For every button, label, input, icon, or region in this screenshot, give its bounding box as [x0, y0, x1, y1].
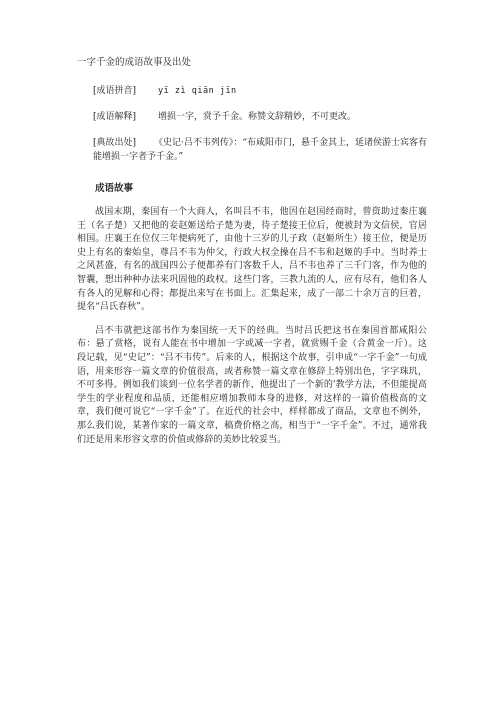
source-value: 《史记·吕不韦列传》：“布咸阳市门，悬千金其上，延诸侯游士宾客有能增损一字者予千金。” [93, 138, 427, 162]
document-page [77, 56, 427, 457]
pinyin-entry [77, 84, 427, 98]
meaning-value: 增损一字，赏予千金。称赞文辞精妙，不可更改。 [158, 112, 357, 122]
pinyin-label: [成语拼音] [93, 86, 137, 96]
source-entry [77, 136, 427, 164]
story-paragraph: 战国末期，秦国有一个大商人，名叫吕不韦，他因在赵国经商时，曾资助过秦庄襄王（名子楚）又把他的妾赵姬送给子楚为妻，待子楚接王位后，便被封为文信侯，官居相国。庄襄王在位仅三年便病死了，由他十三岁的儿子政（赵姬所生）接王位，便是历史上有名的秦始皇，尊吕不韦为仲父，行政大权全操在吕不韦和赵姬的手中。当时养士之风甚盛，有名的战国四公子便都养有门客数千人，吕不韦也养了三千门客，作为他的智囊，想出种种办法来巩固他的政权。这些门客，三教九流的人，应有尽有，他们各人有各人的见解和心得；都提出来写在书面上。汇集起来，成了一部二十余万言的巨着，提名“吕氏春秋”。 [77, 207, 427, 313]
story-heading: 成语故事 [95, 183, 134, 194]
story-paragraph: 吕不韦就把这部书作为秦国统一天下的经典。当时吕氏把这书在秦国首都咸阳公布：悬了赏格，说有人能在书中增加一字或减一字者，就赏赐千金（合黄金一斤）。这段记载，见“史记”：“吕不韦传”。后来的人，根据这个故事，引申成“一字千金”一句成语，用来形容一篇文章的价值很高，或者称赞一篇文章在修辞上特别出色，字字珠玑，不可多得。例如我们谈到一位名学者的新作，他提出了一个新的'教学方法，不但能提高学生的学业程度和品质，还能相应增加教师本身的进修，对这样的一篇价值极高的文章，我们便可说它“一字千金”了。在近代的社会中，样样都成了商品，文章也不例外，那么我们说，某著作家的一篇文章，稿费价格之高，相当于“一字千金”。不过，通常我们还是用来形容文章的价值或修辞的美妙比较妥当。 [77, 325, 427, 445]
meaning-entry [77, 110, 427, 124]
document-title: 一字千金的成语故事及出处 [77, 57, 192, 68]
source-label: [典故出处] [93, 138, 137, 148]
meaning-label: [成语解释] [93, 112, 137, 122]
pinyin-value: yī zì qiān jīn [158, 86, 237, 96]
